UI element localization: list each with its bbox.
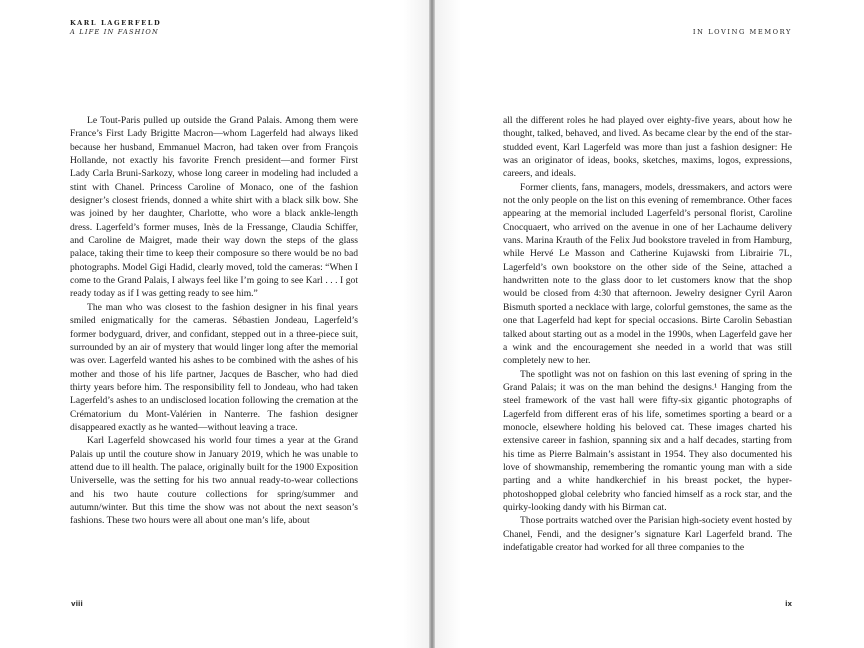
right-page-number: ix (785, 600, 792, 608)
left-body-text (70, 114, 358, 528)
right-body-text (503, 114, 792, 554)
running-head-author: KARL LAGERFELD (70, 19, 162, 27)
paragraph: Karl Lagerfeld showcased his world four times a year at the Grand Palais up until the couture show in January 2019, which he was unable to attend due to ill health. The palace, originally built for the 1900 Exposition Universelle, was the setting for his two annual ready-to-wear collections and his two haute couture collections for spring/summer and autumn/winter. But this time the show was not about the next season’s fashions. These two hours were all about one man’s life, about (70, 435, 358, 527)
left-page (0, 0, 429, 648)
left-running-head (70, 19, 161, 37)
right-page (435, 0, 864, 648)
right-running-head: IN LOVING MEMORY (692, 28, 792, 36)
paragraph: Those portraits watched over the Parisian high-society event hosted by Chanel, Fendi, and the designer’s signature Karl Lagerfeld brand. The indefatigable creator had worked for all three companies to the (503, 515, 792, 553)
paragraph: The spotlight was not on fashion on this last evening of spring in the Grand Palais; it was on the man behind the designs.¹ Hanging from the steel framework of the vast hall were fifty-six gigantic photographs of Lagerfeld from different eras of his life, sometimes sporting a beard or a monocle, elsewhere holding his beloved cat. These images charted his extensive career in fashion, spanning six and a half decades, starting from his time as Pierre Balmain’s assistant in 1954. They also documented his love of showmanship, remembering the romantic young man with a side parting and a white handkerchief in his breast pocket, the hyper-photoshopped global celebrity who fancied himself as a rock star, and the quirky-looking dandy with his Birman cat. (503, 368, 792, 513)
paragraph: Le Tout-Paris pulled up outside the Grand Palais. Among them were France’s First Lady Brigitte Macron—whom Lagerfeld had always liked because her husband, Emmanuel Macron, had taken over from François Hollande, not exactly his favorite French president—and former First Lady Carla Bruni-Sarkozy, whose long career in modeling had included a stint with Chanel. Princess Caroline of Monaco, one of the fashion designer’s closest friends, donned a white shirt with a black silk bow. She was joined by her daughter, Charlotte, who wore a black ankle-length dress. Lagerfeld’s former muses, Inès de la Fressange, Claudia Schiffer, and Caroline de Maigret, made their way down the steps of the glass palace, taking their time to keep their composure so there would be no bad photographs. Model Gigi Hadid, clearly moved, told the cameras: “When I come to the Grand Palais, I always feel like I’m going to see Karl . . . I got ready today as if I was getting ready to see him.” (70, 115, 358, 300)
paragraph: all the different roles he had played over eighty-five years, about how he thought, talked, behaved, and lived. As became clear by the end of the star-studded event, Karl Lagerfeld was more than just a fashion designer: He was an originator of ideas, books, sketches, maxims, logos, expressions, careers, and ideals. (503, 115, 792, 180)
paragraph: The man who was closest to the fashion designer in his final years smiled enigmatically for the cameras. Sébastien Jondeau, Lagerfeld’s former bodyguard, driver, and confidant, stepped out in a three-piece suit, surrounded by an air of mystery that would linger long after the memorial was over. Lagerfeld wanted his ashes to be combined with the ashes of his mother and those of his life partner, Jacques de Bascher, who had died thirty years before him. The responsibility fell to Jondeau, who had taken Lagerfeld’s ashes to an undisclosed location following the cremation at the Crématorium du Mont-Valérien in Nanterre. The fashion designer disappeared exactly as he wanted—without leaving a trace. (70, 301, 358, 433)
left-page-number: viii (71, 600, 83, 608)
running-head-subtitle: A LIFE IN FASHION (70, 28, 160, 36)
paragraph: Former clients, fans, managers, models, dressmakers, and actors were not the only people on the list on this evening of remembrance. Other faces appearing at the memorial included Lagerfeld’s personal florist, Caroline Cnocquaert, who arrived on the avenue in one of her Lachaume delivery vans. Marina Krauth of the Felix Jud bookstore traveled in from Hamburg, while Hervé Le Masson and Catherine Kujawski from Librairie 7L, Lagerfeld’s own bookstore on the other side of the Seine, attached a handwritten note to the glass door to let customers know that the shop would be closed from 4:30 that afternoon. Jewelry designer Cyril Aaron Bismuth sported a necklace with large, colorful gemstones, the same as the one that Lagerfeld had kept for special occasions. Birte Carolin Sebastian talked about starting out as a model in the 1990s, when Lagerfeld gave her a wink and the encouragement she needed in a world that was still completely new to her. (503, 181, 792, 367)
